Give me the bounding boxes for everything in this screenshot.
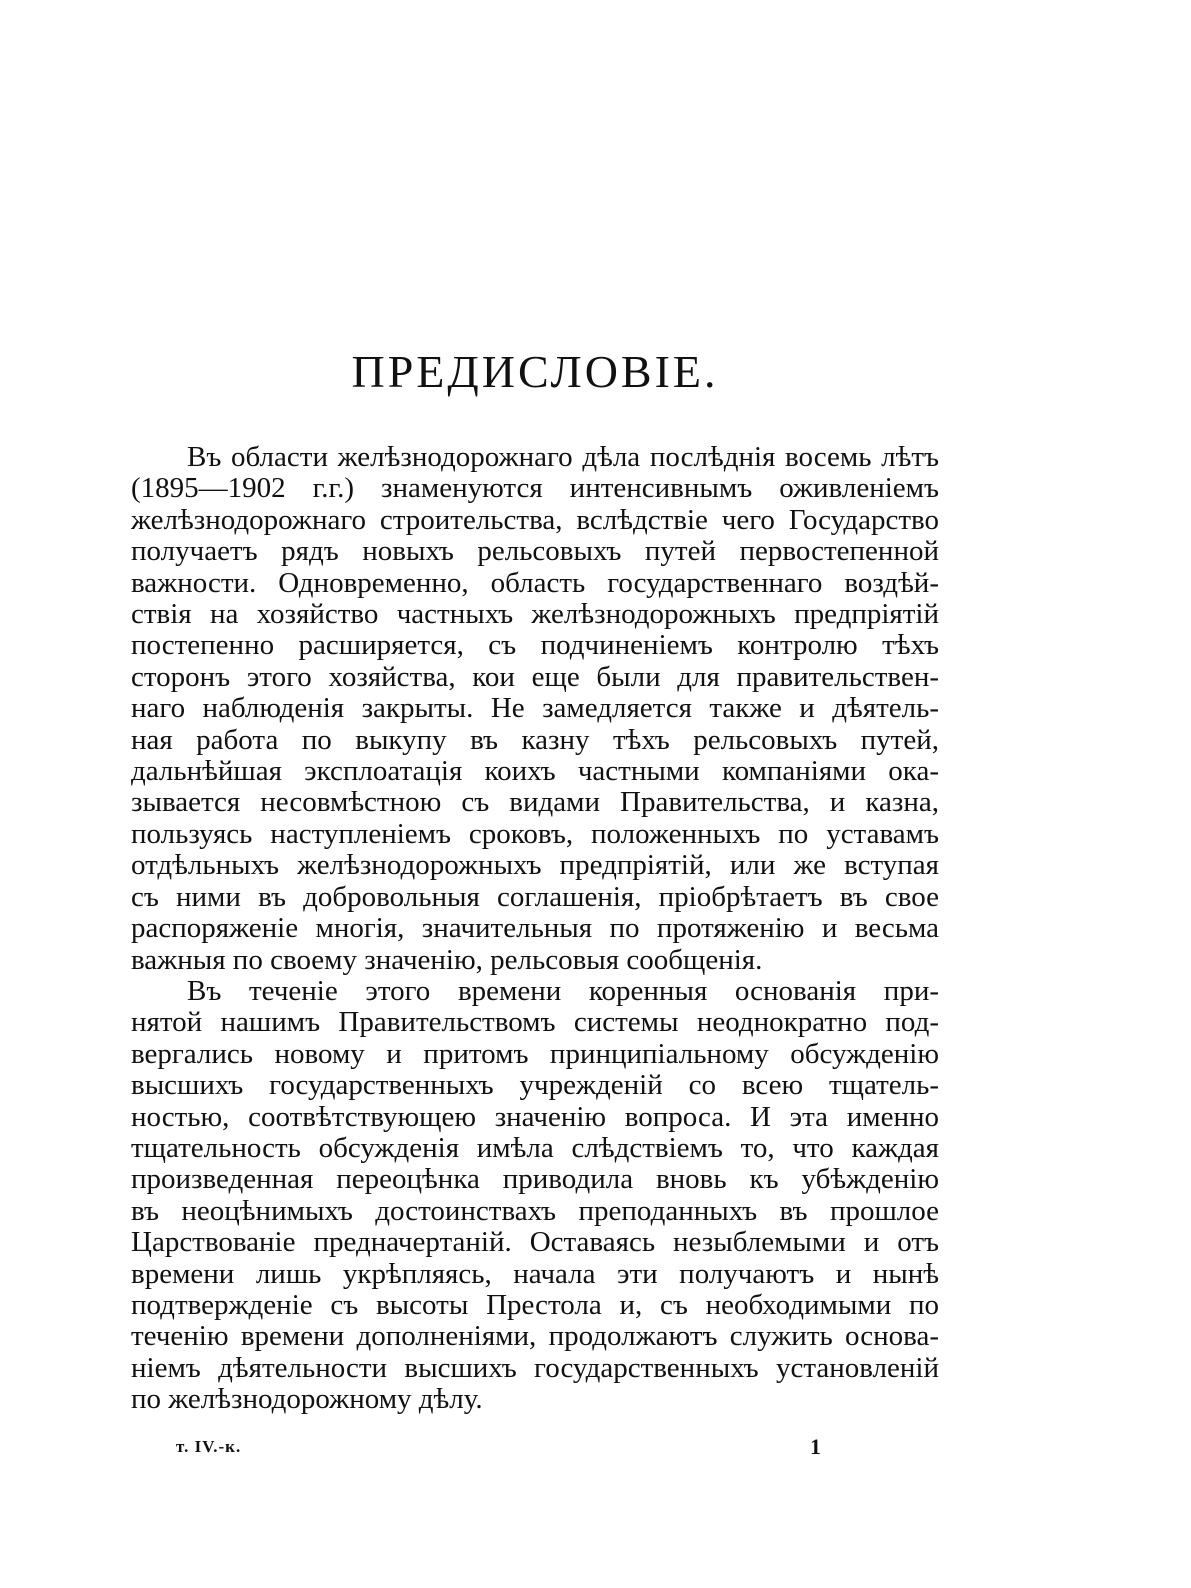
paragraph	[131, 442, 939, 976]
text-line: отдѣльныхъ желѣзнодорожныхъ предпріятій, или же вступая	[131, 849, 939, 882]
text-line: произведенная переоцѣнка приводила вновь къ убѣжденію	[131, 1163, 939, 1196]
text-line: важныя по своему значенію, рельсовыя сообщенія.	[131, 943, 763, 976]
text-line: тщательность обсужденія имѣла слѣдствіемъ то, что каждая	[131, 1131, 939, 1164]
text-line: пользуясь наступленіемъ сроковъ, положенныхъ по уставамъ	[131, 817, 939, 850]
printer-signature: т. IV.-к.	[176, 1437, 242, 1456]
page-title: ПРЕДИСЛОВІЕ.	[351, 346, 719, 397]
text-line: распоряженіе многія, значительныя по протяженію и весьма	[131, 912, 939, 945]
text-line: сторонъ этого хозяйства, кои еще были для правительствен-	[131, 660, 939, 693]
text-line: Царствованіе предначертаній. Оставаясь незыблемыми и отъ	[131, 1226, 939, 1259]
body-text	[131, 442, 939, 1416]
text-line: постепенно расширяется, съ подчиненіемъ контролю тѣхъ	[131, 629, 939, 662]
text-line: Въ области желѣзнодорожнаго дѣла послѣднія восемь лѣтъ	[187, 441, 939, 473]
text-line: въ неоцѣнимыхъ достоинствахъ преподанныхъ въ прошлое	[131, 1194, 939, 1227]
text-line: по желѣзнодорожному дѣлу.	[131, 1383, 483, 1416]
text-line: вергались новому и притомъ принципіальному обсужденію	[131, 1037, 939, 1070]
paragraph	[131, 976, 939, 1416]
text-line: Въ теченіе этого времени коренныя основанія при-	[187, 974, 939, 1007]
text-line: теченію времени дополненіями, продолжаютъ служить основа-	[131, 1320, 939, 1353]
text-line: нятой нашимъ Правительствомъ системы неоднократно под-	[131, 1006, 939, 1039]
text-line: ніемъ дѣятельности высшихъ государственныхъ установленій	[131, 1351, 939, 1384]
text-line: ностью, соотвѣтствующею значенію вопроса. И эта именно	[131, 1100, 939, 1133]
text-line: ствія на хозяйство частныхъ желѣзнодорожныхъ предпріятій	[131, 598, 939, 631]
page-number: 1	[810, 1434, 821, 1459]
text-line: (1895—1902 г.г.) знаменуются интенсивнымъ оживленіемъ	[131, 472, 939, 505]
text-line: дальнѣйшая эксплоатація коихъ частными компаніями ока-	[131, 755, 939, 788]
text-line: подтвержденіе съ высоты Престола и, съ необходимыми по	[131, 1288, 939, 1321]
text-line: желѣзнодорожнаго строительства, вслѣдствіе чего Государство	[131, 503, 939, 536]
text-line: ная работа по выкупу въ казну тѣхъ рельсовыхъ путей,	[131, 723, 939, 756]
text-line: времени лишь укрѣпляясь, начала эти получаютъ и нынѣ	[131, 1257, 939, 1290]
text-line: съ ними въ добровольныя соглашенія, пріобрѣтаетъ въ свое	[131, 880, 939, 913]
text-line: наго наблюденія закрыты. Не замедляется также и дѣятель-	[131, 692, 939, 725]
text-line: получаетъ рядъ новыхъ рельсовыхъ путей первостепенной	[131, 535, 939, 568]
text-line: важности. Одновременно, область государственнаго воздѣй-	[131, 566, 939, 599]
text-line: зывается несовмѣстною съ видами Правительства, и казна,	[131, 786, 939, 819]
text-line: высшихъ государственныхъ учрежденій со всею тщатель-	[131, 1069, 939, 1102]
